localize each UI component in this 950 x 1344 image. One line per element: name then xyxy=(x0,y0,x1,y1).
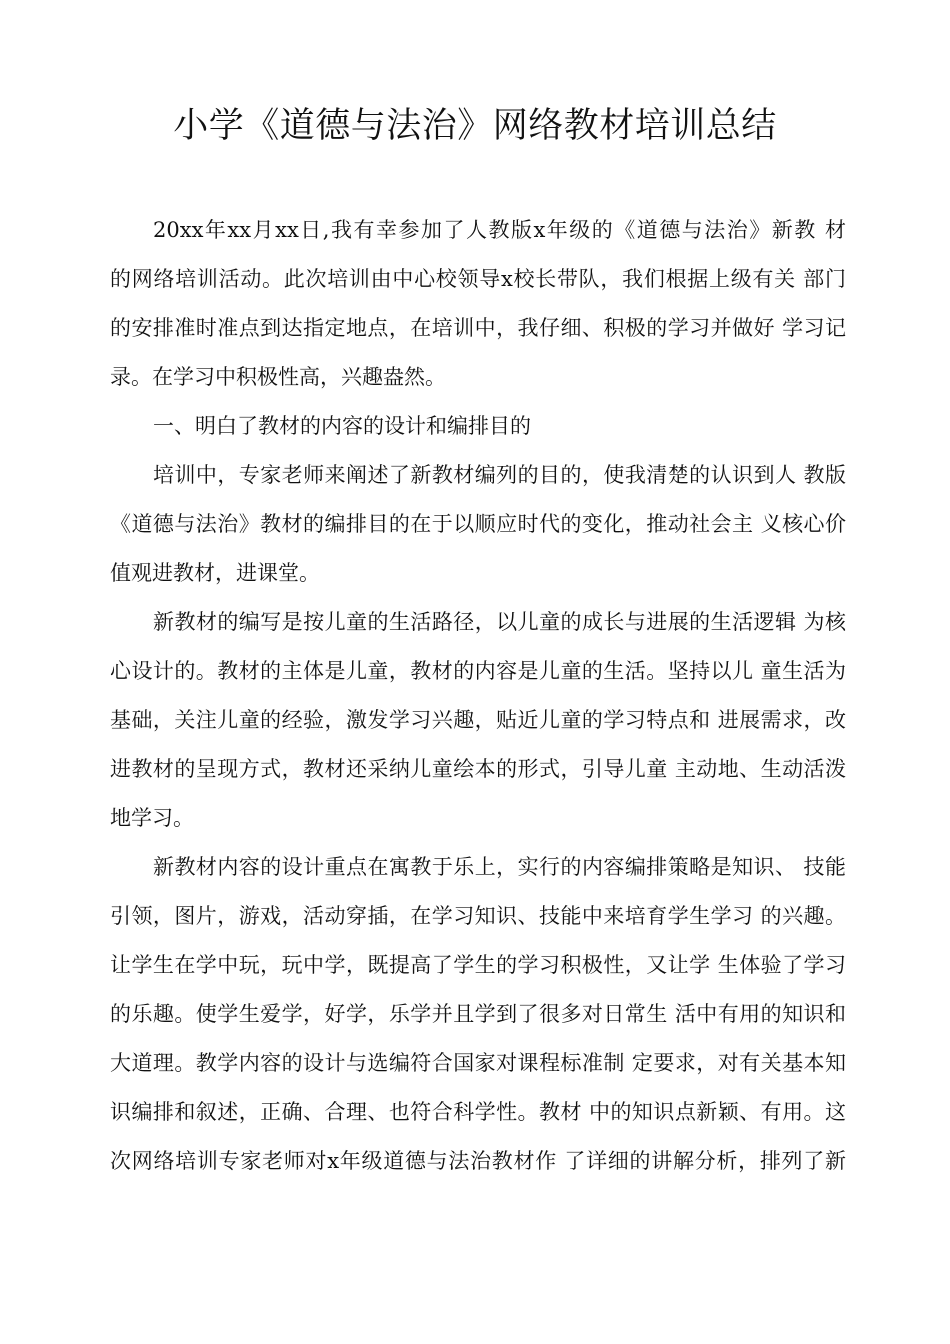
document-body xyxy=(110,206,846,1186)
paragraph-line: 大道理。教学内容的设计与选编符合国家对课程标准制 定要求，对有关基本知 xyxy=(110,1051,846,1075)
document-title: 小学《道德与法治》网络教材培训总结 xyxy=(173,106,777,146)
paragraph-line: 值观进教材，进课堂。 xyxy=(110,561,320,585)
paragraph-line: 的乐趣。使学生爱学，好学，乐学并且学到了很多对日常生 活中有用的知识和 xyxy=(110,1002,846,1026)
paragraph-line: 识编排和叙述，正确、合理、也符合科学性。教材 中的知识点新颖、有用。这 xyxy=(110,1100,846,1124)
paragraph-line: 20xx年xx月xx日,我有幸参加了人教版x年级的《道德与法治》新教 材 xyxy=(153,218,846,242)
paragraph-line: 培训中，专家老师来阐述了新教材编列的目的，使我清楚的认识到人 教版 xyxy=(153,463,846,487)
paragraph-line: 引领，图片，游戏，活动穿插，在学习知识、技能中来培育学生学习 的兴趣。 xyxy=(110,904,846,928)
section-heading: 一、明白了教材的内容的设计和编排目的 xyxy=(153,414,531,438)
paragraph-line: 心设计的。教材的主体是儿童，教材的内容是儿童的生活。坚持以儿 童生活为 xyxy=(110,659,846,683)
paragraph-line: 新教材的编写是按儿童的生活路径，以儿童的成长与进展的生活逻辑 为核 xyxy=(153,610,846,634)
paragraph-line: 新教材内容的设计重点在寓教于乐上，实行的内容编排策略是知识、 技能 xyxy=(153,855,846,879)
paragraph-line: 的网络培训活动。此次培训由中心校领导x校长带队，我们根据上级有关 部门 xyxy=(110,267,846,291)
paragraph-line: 的安排准时准点到达指定地点，在培训中，我仔细、积极的学习并做好 学习记 xyxy=(110,316,846,340)
paragraph-line: 录。在学习中积极性高，兴趣盎然。 xyxy=(110,365,446,389)
paragraph-line: 次网络培训专家老师对x年级道德与法治教材作 了详细的讲解分析，排列了新 xyxy=(110,1149,846,1173)
paragraph-line: 《道德与法治》教材的编排目的在于以顺应时代的变化，推动社会主 义核心价 xyxy=(110,512,846,536)
paragraph-line: 让学生在学中玩，玩中学，既提高了学生的学习积极性，又让学 生体验了学习 xyxy=(110,953,846,977)
paragraph-line: 进教材的呈现方式，教材还采纳儿童绘本的形式，引导儿童 主动地、生动活泼 xyxy=(110,757,846,781)
paragraph-line: 地学习。 xyxy=(110,806,194,830)
paragraph-line: 基础，关注儿童的经验，激发学习兴趣，贴近儿童的学习特点和 进展需求，改 xyxy=(110,708,846,732)
